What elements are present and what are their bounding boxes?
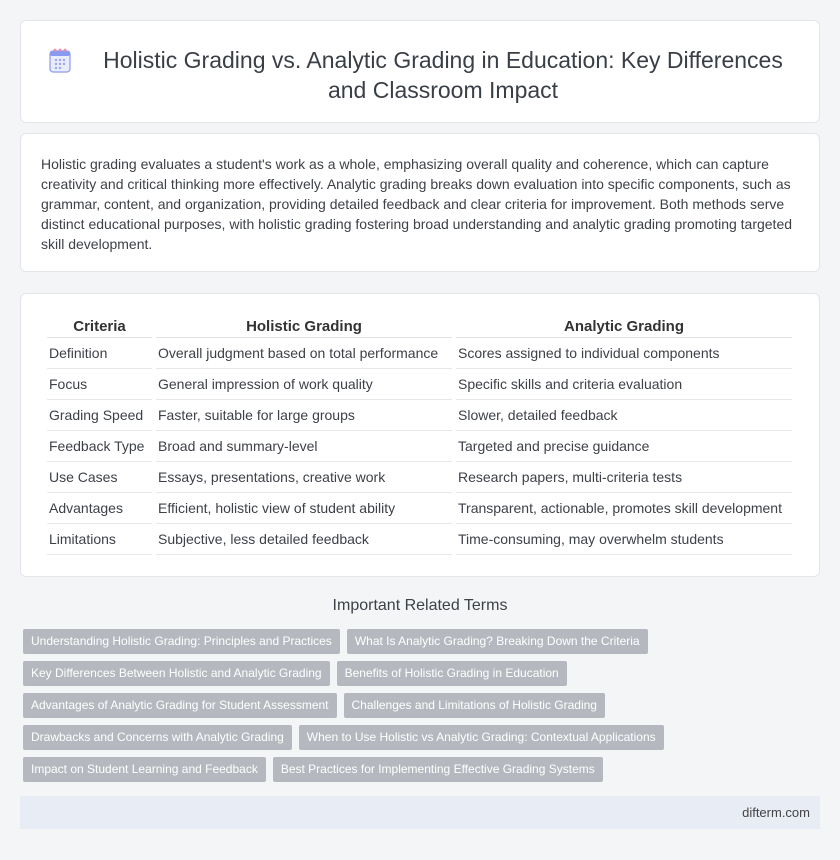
table-header-row bbox=[47, 314, 792, 338]
row-criteria: Advantages bbox=[47, 493, 152, 524]
related-term-tag[interactable]: Understanding Holistic Grading: Principles and Practices bbox=[23, 629, 340, 654]
related-term-tag[interactable]: Key Differences Between Holistic and Analytic Grading bbox=[23, 661, 330, 686]
row-holistic: Essays, presentations, creative work bbox=[156, 462, 452, 493]
comparison-table bbox=[43, 314, 796, 555]
header-analytic: Analytic Grading bbox=[456, 314, 792, 338]
header-criteria: Criteria bbox=[47, 314, 152, 338]
tag-row bbox=[23, 725, 823, 757]
footer bbox=[20, 796, 820, 829]
row-analytic: Slower, detailed feedback bbox=[456, 400, 792, 431]
related-term-tag[interactable]: Challenges and Limitations of Holistic Grading bbox=[344, 693, 605, 718]
row-criteria: Grading Speed bbox=[47, 400, 152, 431]
row-analytic: Research papers, multi-criteria tests bbox=[456, 462, 792, 493]
tag-row bbox=[23, 661, 823, 693]
row-holistic: Faster, suitable for large groups bbox=[156, 400, 452, 431]
notepad-icon bbox=[48, 47, 72, 73]
related-terms-title: Important Related Terms bbox=[332, 597, 508, 614]
related-term-tag[interactable]: What Is Analytic Grading? Breaking Down the Criteria bbox=[347, 629, 648, 654]
related-term-tag[interactable]: Advantages of Analytic Grading for Student Assessment bbox=[23, 693, 337, 718]
row-holistic: Subjective, less detailed feedback bbox=[156, 524, 452, 555]
title-row bbox=[21, 45, 819, 105]
row-analytic: Time-consuming, may overwhelm students bbox=[456, 524, 792, 555]
row-holistic: General impression of work quality bbox=[156, 369, 452, 400]
related-terms-list bbox=[23, 629, 823, 789]
table-row bbox=[47, 462, 792, 493]
intro-paragraph: Holistic grading evaluates a student's work as a whole, emphasizing overall quality and coherence, which can capture creativity and critical thinking more effectively. Analytic grading breaks down evaluation into specific components, such as grammar, content, and organization, providing detailed feedback and clear criteria for improvement. Both methods serve distinct educational purposes, with holistic grading fostering broad understanding and analytic grading promoting targeted skill development. bbox=[41, 156, 793, 252]
row-criteria: Use Cases bbox=[47, 462, 152, 493]
row-criteria: Feedback Type bbox=[47, 431, 152, 462]
table-row bbox=[47, 493, 792, 524]
page-title: Holistic Grading vs. Analytic Grading in Education: Key Differences and Classroom Impact bbox=[103, 47, 783, 103]
table-row bbox=[47, 369, 792, 400]
row-analytic: Targeted and precise guidance bbox=[456, 431, 792, 462]
related-term-tag[interactable]: When to Use Holistic vs Analytic Grading: Contextual Applications bbox=[299, 725, 664, 750]
row-holistic: Broad and summary-level bbox=[156, 431, 452, 462]
row-analytic: Scores assigned to individual components bbox=[456, 338, 792, 369]
tag-row bbox=[23, 629, 823, 661]
table-row bbox=[47, 400, 792, 431]
footer-site-link[interactable]: difterm.com bbox=[742, 805, 810, 820]
row-holistic: Overall judgment based on total performance bbox=[156, 338, 452, 369]
table-row bbox=[47, 338, 792, 369]
header-holistic: Holistic Grading bbox=[156, 314, 452, 338]
row-analytic: Transparent, actionable, promotes skill development bbox=[456, 493, 792, 524]
related-term-tag[interactable]: Impact on Student Learning and Feedback bbox=[23, 757, 266, 782]
row-criteria: Definition bbox=[47, 338, 152, 369]
related-term-tag[interactable]: Benefits of Holistic Grading in Education bbox=[337, 661, 567, 686]
tag-row bbox=[23, 693, 823, 725]
row-holistic: Efficient, holistic view of student ability bbox=[156, 493, 452, 524]
title-card bbox=[20, 20, 820, 123]
row-criteria: Limitations bbox=[47, 524, 152, 555]
row-analytic: Specific skills and criteria evaluation bbox=[456, 369, 792, 400]
intro-card bbox=[20, 133, 820, 272]
table-row bbox=[47, 431, 792, 462]
related-term-tag[interactable]: Drawbacks and Concerns with Analytic Grading bbox=[23, 725, 292, 750]
comparison-table-card bbox=[20, 293, 820, 577]
related-term-tag[interactable]: Best Practices for Implementing Effective Grading Systems bbox=[273, 757, 603, 782]
tag-row bbox=[23, 757, 823, 789]
row-criteria: Focus bbox=[47, 369, 152, 400]
table-row bbox=[47, 524, 792, 555]
